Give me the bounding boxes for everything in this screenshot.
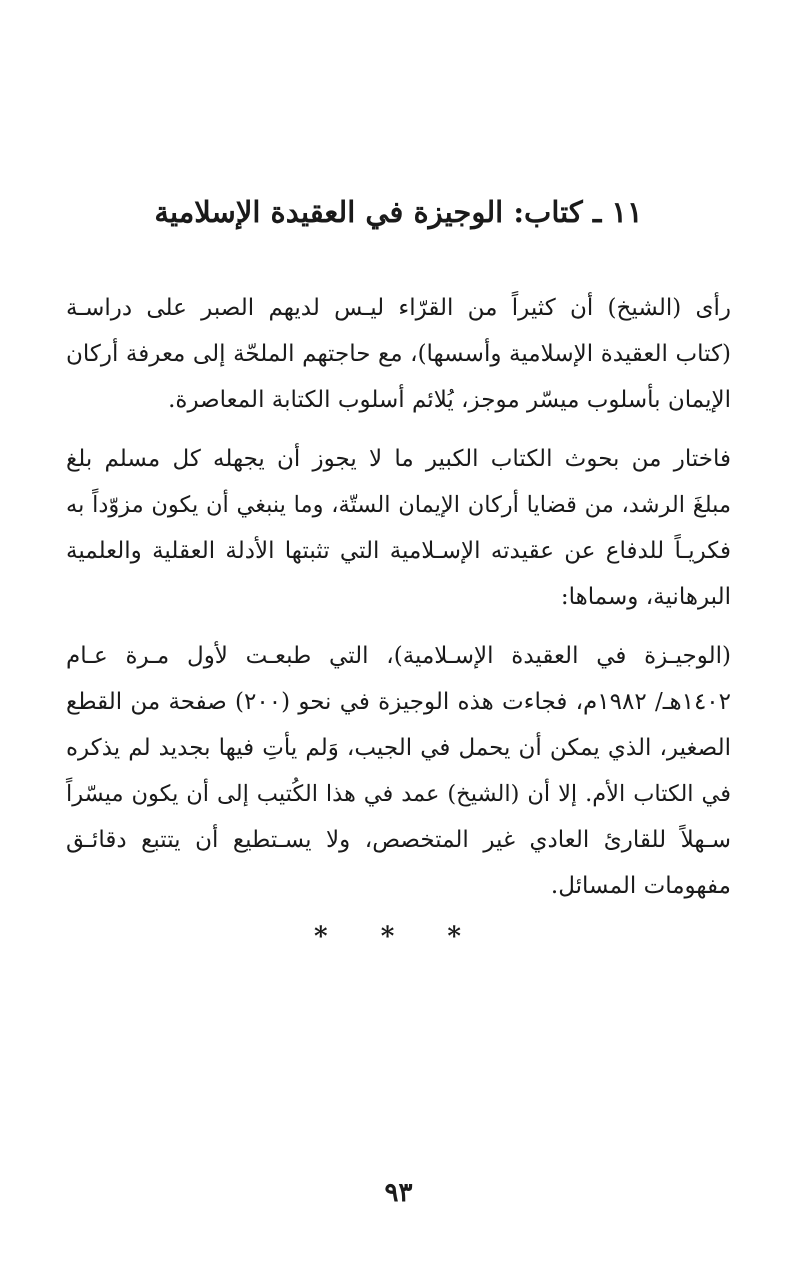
paragraph-line: (الوجيـزة في العقيدة الإسـلامية)، التي طبعـت لأول مـرة عـام (66, 643, 731, 669)
paragraph-line: سـهلاً للقارئ العادي غير المتخصص، ولا يسـتطيع أن يتتبع دقائـق (66, 827, 731, 853)
page-number: ٩٣ (384, 1178, 413, 1208)
paragraph-line: رأى (الشيخ) أن كثيراً من القرّاء ليـس لديهم الصبر على دراسـة (66, 295, 731, 321)
paragraph-line: الصغير، الذي يمكن أن يحمل في الجيب، وَلم يأتِ فيها بجديد لم يذكره (66, 735, 731, 761)
section-divider-asterisks: * * * (314, 922, 483, 952)
paragraph-line: فكريـاً للدفاع عن عقيدته الإسـلامية التي تثبتها الأدلة العقلية والعلمية (66, 538, 731, 564)
section-heading: ١١ ـ كتاب: الوجيزة في العقيدة الإسلامية (154, 195, 643, 229)
paragraph-2 (66, 436, 731, 620)
paragraph-line: (كتاب العقيدة الإسلامية وأسسها)، مع حاجتهم الملحّة إلى معرفة أركان (66, 341, 731, 367)
paragraph-line: فاختار من بحوث الكتاب الكبير ما لا يجوز أن يجهله كل مسلم بلغ (66, 446, 731, 472)
paragraph-1 (66, 285, 731, 423)
paragraph-line: البرهانية، وسماها: (560, 584, 731, 610)
paragraph-line: ١٤٠٢هـ/ ١٩٨٢م، فجاءت هذه الوجيزة في نحو (٢٠٠) صفحة من القطع (66, 689, 732, 715)
body-text (66, 285, 731, 922)
paragraph-line: الإيمان بأسلوب ميسّر موجز، يُلائم أسلوب الكتابة المعاصرة. (168, 387, 731, 413)
paragraph-line: مبلغَ الرشد، من قضايا أركان الإيمان الستّة، وما ينبغي أن يكون مزوّداً به (66, 492, 731, 518)
paragraph-line: في الكتاب الأم. إلا أن (الشيخ) عمد في هذا الكُتيب إلى أن يكون ميسّراً (66, 781, 731, 807)
paragraph-line: مفهومات المسائل. (550, 873, 731, 899)
paragraph-3 (66, 633, 731, 909)
